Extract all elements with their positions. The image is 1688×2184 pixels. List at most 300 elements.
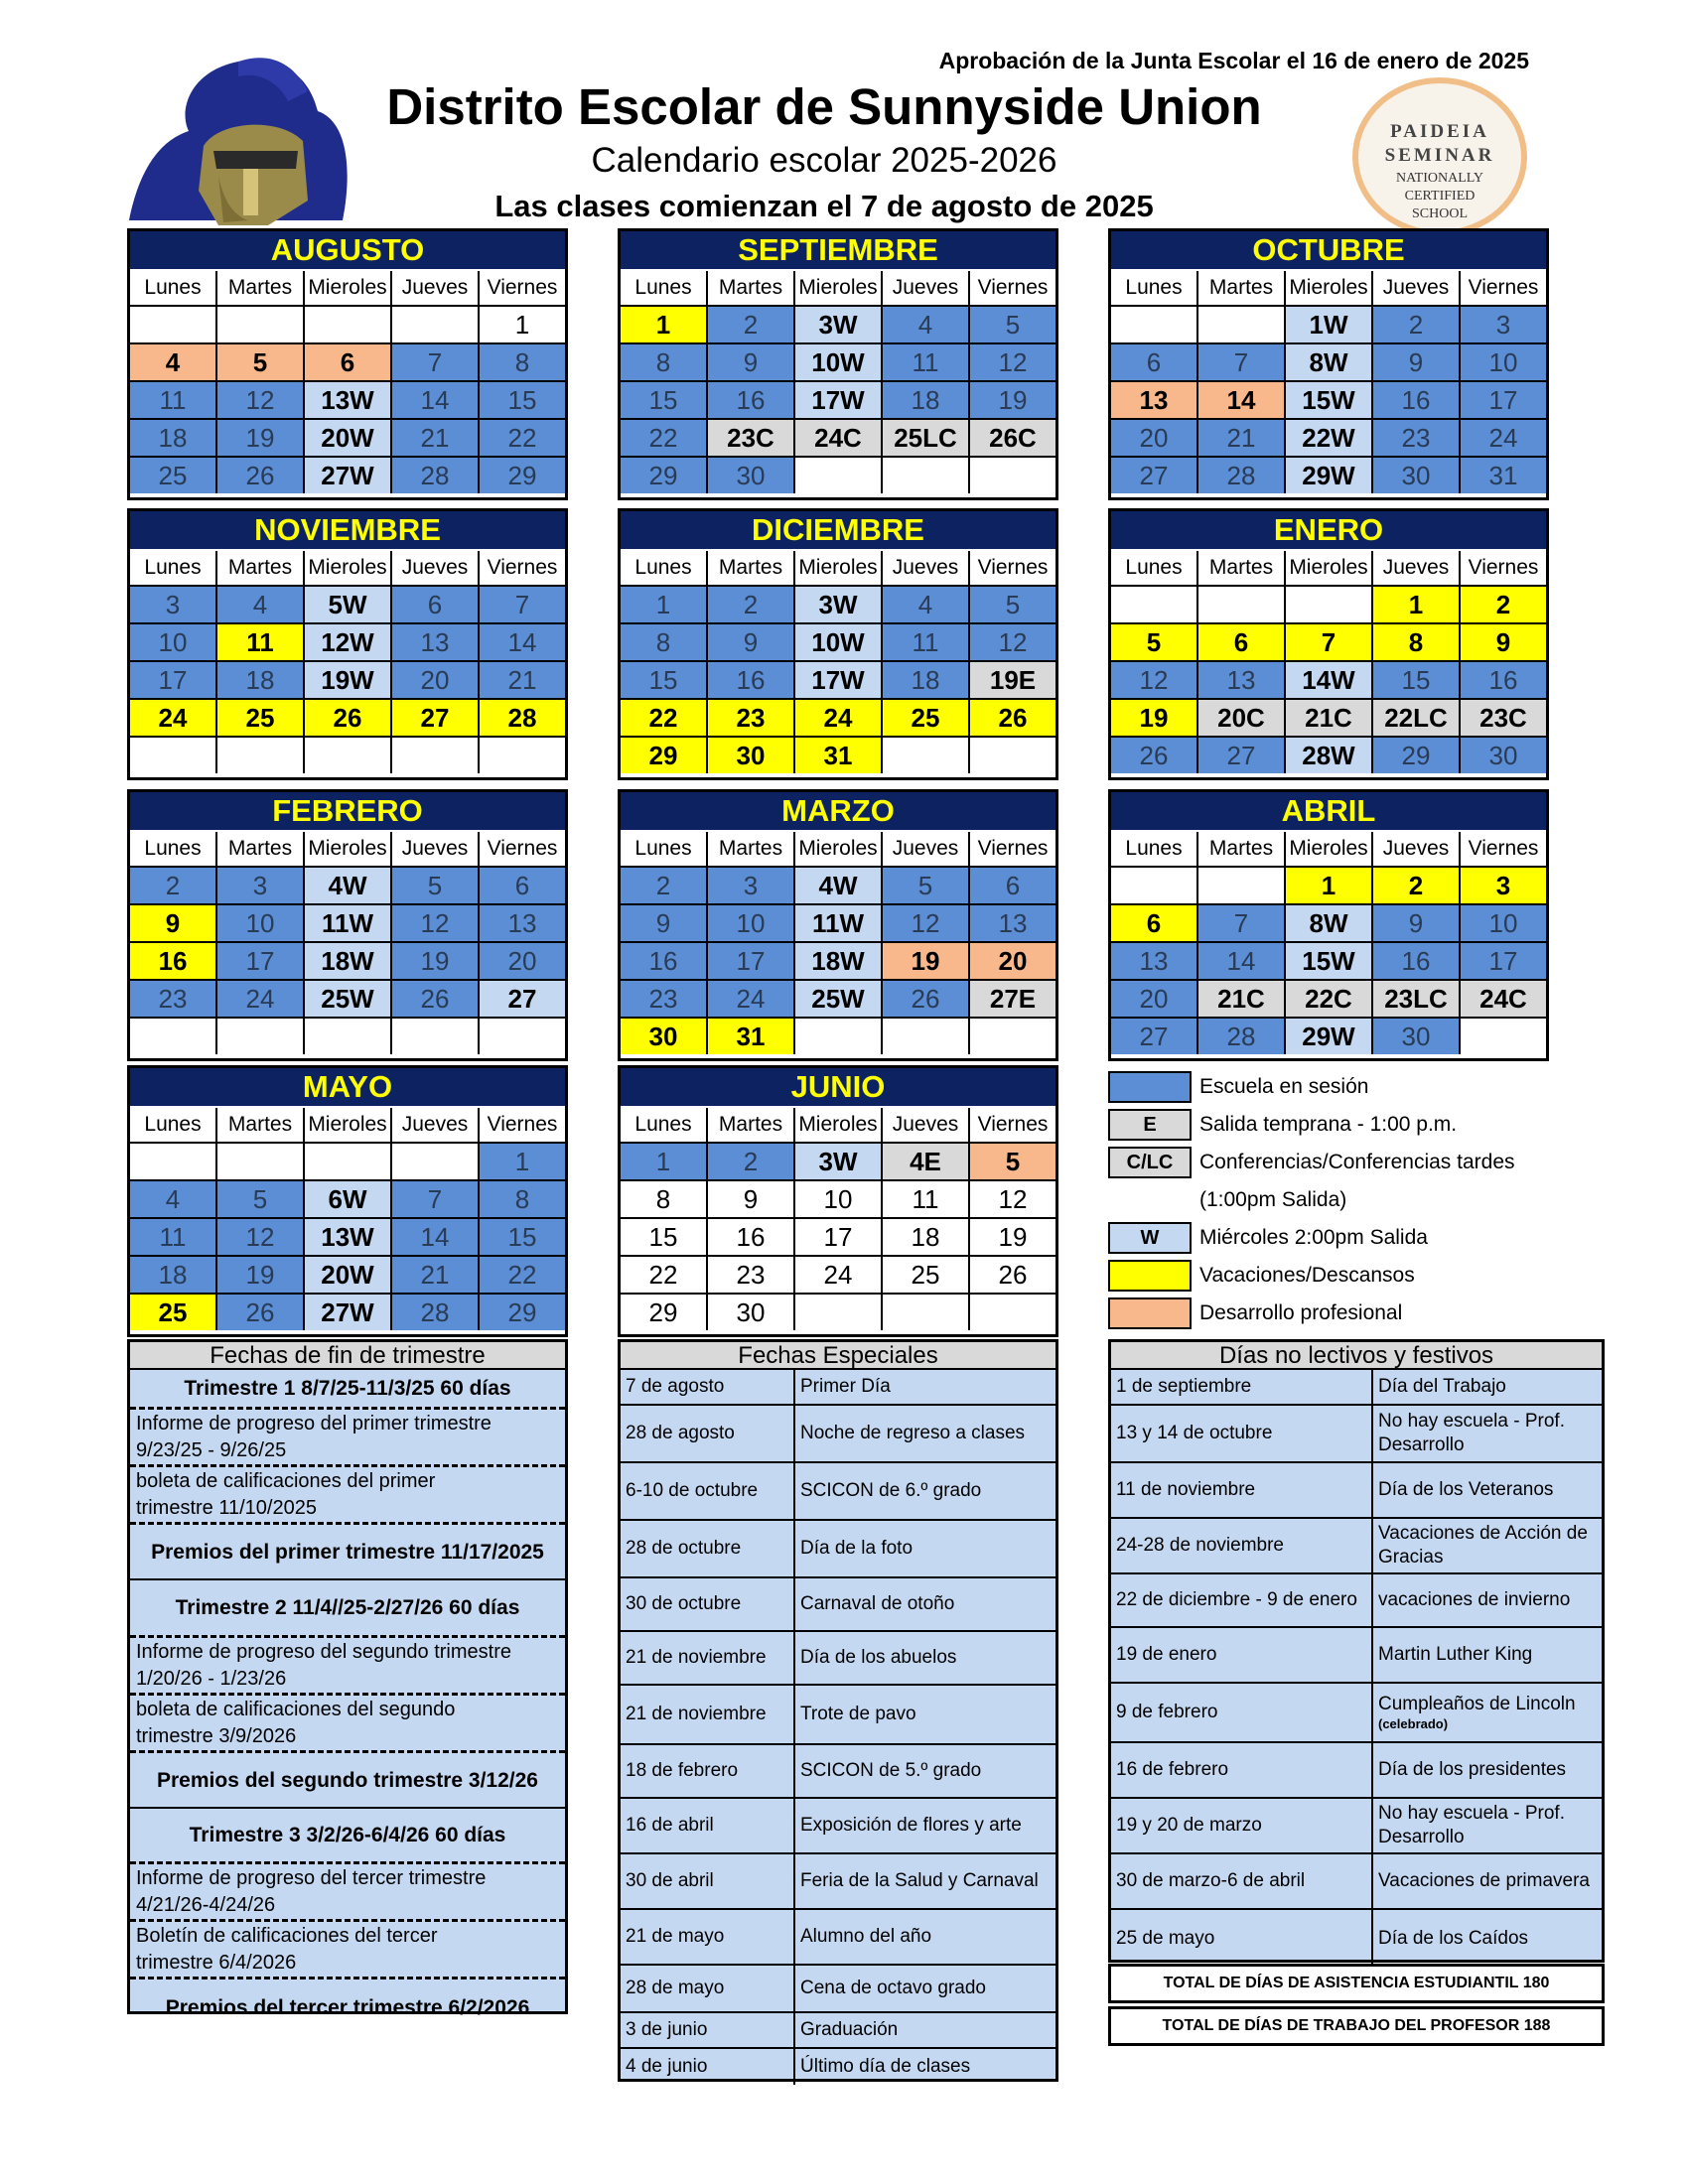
day-cell: 7 bbox=[392, 1179, 480, 1217]
legend-label: (1:00pm Salida) bbox=[1199, 1188, 1347, 1211]
holiday-row bbox=[1111, 1406, 1602, 1463]
day-cell: 9 bbox=[1373, 342, 1461, 380]
empty-day-cell bbox=[883, 736, 970, 773]
day-cell: 3 bbox=[1461, 305, 1546, 342]
special-date-row bbox=[621, 1463, 1055, 1521]
day-cell: 13 bbox=[1111, 941, 1198, 979]
day-cell: 2 bbox=[708, 585, 795, 622]
legend-swatch bbox=[1108, 1071, 1192, 1103]
day-cell: 27E bbox=[970, 979, 1055, 1017]
day-cell: 20 bbox=[970, 941, 1055, 979]
day-cell: 6 bbox=[392, 585, 480, 622]
day-cell: 5 bbox=[970, 585, 1055, 622]
day-cell: 9 bbox=[130, 903, 217, 941]
trimester-text: Informe de progreso del tercer trimestre 4/21/26-4/24/26 bbox=[136, 1866, 487, 1916]
empty-day-cell bbox=[305, 736, 392, 773]
day-cell: 26 bbox=[1111, 736, 1198, 773]
month-abril bbox=[1108, 789, 1549, 1061]
day-cell: 8 bbox=[1373, 622, 1461, 660]
day-cell: 18W bbox=[305, 941, 392, 979]
legend-swatch: E bbox=[1108, 1109, 1192, 1141]
holiday-name bbox=[1373, 1910, 1602, 1968]
day-cell: 28 bbox=[1198, 1017, 1286, 1054]
trimester-row bbox=[130, 1580, 565, 1638]
day-cell: 15 bbox=[621, 380, 708, 418]
holiday-name-text: Cumpleaños de Lincoln bbox=[1378, 1694, 1576, 1714]
day-cell: 21C bbox=[1198, 979, 1286, 1017]
empty-day-cell bbox=[970, 1293, 1055, 1330]
day-cell: 2 bbox=[1373, 305, 1461, 342]
special-date-row bbox=[621, 1854, 1055, 1910]
holiday-name bbox=[1373, 1743, 1602, 1797]
weekday-header: Jueves bbox=[1373, 551, 1461, 585]
holiday-name-text: Día de los Veteranos bbox=[1378, 1479, 1554, 1500]
special-date: 21 de mayo bbox=[621, 1910, 795, 1964]
day-cell: 25 bbox=[883, 1255, 970, 1293]
day-cell: 19 bbox=[970, 1217, 1055, 1255]
special-event: Carnaval de otoño bbox=[800, 1593, 955, 1614]
legend-label: Desarrollo profesional bbox=[1199, 1301, 1403, 1324]
day-cell: 15 bbox=[621, 1217, 708, 1255]
special-event: Graduación bbox=[800, 2019, 899, 2040]
special-date-row bbox=[621, 1910, 1055, 1966]
day-cell: 25W bbox=[305, 979, 392, 1017]
spartan-mascot-logo bbox=[119, 52, 357, 230]
empty-day-cell bbox=[392, 736, 480, 773]
empty-day-cell bbox=[480, 1017, 565, 1054]
empty-day-cell bbox=[1461, 1017, 1546, 1054]
month-junio bbox=[618, 1065, 1058, 1337]
day-cell: 23 bbox=[708, 1255, 795, 1293]
holiday-name-text: Día del Trabajo bbox=[1378, 1376, 1506, 1397]
day-cell: 20W bbox=[305, 418, 392, 456]
day-cell: 11 bbox=[217, 622, 305, 660]
empty-day-cell bbox=[305, 305, 392, 342]
empty-day-cell bbox=[1111, 866, 1198, 903]
weekday-header: Viernes bbox=[1461, 551, 1546, 585]
day-cell: 4E bbox=[883, 1142, 970, 1179]
day-cell: 25W bbox=[795, 979, 883, 1017]
trimester-row bbox=[130, 1410, 565, 1467]
trimester-row bbox=[130, 1922, 565, 1979]
day-cell: 9 bbox=[1461, 622, 1546, 660]
day-cell: 12W bbox=[305, 622, 392, 660]
day-cell: 22 bbox=[621, 1255, 708, 1293]
holiday-row bbox=[1111, 1519, 1602, 1574]
trimester-dates-panel bbox=[127, 1339, 568, 2019]
day-cell: 16 bbox=[130, 941, 217, 979]
day-cell: 6 bbox=[305, 342, 392, 380]
day-cell: 2 bbox=[1461, 585, 1546, 622]
day-cell: 21 bbox=[480, 660, 565, 698]
month-noviembre bbox=[127, 508, 568, 780]
day-cell: 10 bbox=[217, 903, 305, 941]
day-cell: 20W bbox=[305, 1255, 392, 1293]
special-date-row bbox=[621, 1632, 1055, 1686]
day-cell: 25 bbox=[130, 456, 217, 493]
day-cell: 19 bbox=[970, 380, 1055, 418]
day-cell: 27 bbox=[1111, 1017, 1198, 1054]
day-cell: 16 bbox=[1373, 941, 1461, 979]
legend-label: Miércoles 2:00pm Salida bbox=[1199, 1226, 1428, 1249]
month-febrero bbox=[127, 789, 568, 1061]
day-cell: 19E bbox=[970, 660, 1055, 698]
day-cell: 25 bbox=[217, 698, 305, 736]
seal-line: NATIONALLY bbox=[1395, 171, 1484, 186]
day-cell: 30 bbox=[621, 1017, 708, 1054]
day-cell: 13 bbox=[970, 903, 1055, 941]
weekday-header: Jueves bbox=[883, 832, 970, 866]
empty-day-cell bbox=[1111, 585, 1198, 622]
holiday-row bbox=[1111, 1628, 1602, 1684]
classes-start-note: Las clases comienzan el 7 de agosto de 2025 bbox=[494, 189, 1154, 223]
day-cell: 29 bbox=[621, 1293, 708, 1330]
legend-label: Salida temprana - 1:00 p.m. bbox=[1199, 1113, 1458, 1136]
weekday-header: Mieroles bbox=[795, 271, 883, 305]
special-event: Exposición de flores y arte bbox=[800, 1815, 1022, 1836]
weekday-header: Mieroles bbox=[795, 832, 883, 866]
empty-day-cell bbox=[1198, 585, 1286, 622]
weekday-header: Martes bbox=[1198, 551, 1286, 585]
day-cell: 26 bbox=[970, 698, 1055, 736]
holiday-name bbox=[1373, 1684, 1602, 1741]
day-cell: 30 bbox=[1373, 456, 1461, 493]
weekday-header: Viernes bbox=[970, 551, 1055, 585]
weekday-header: Mieroles bbox=[1286, 832, 1373, 866]
weekday-header: Mieroles bbox=[305, 551, 392, 585]
day-cell: 28W bbox=[1286, 736, 1373, 773]
holiday-name bbox=[1373, 1574, 1602, 1626]
weekday-header: Mieroles bbox=[305, 832, 392, 866]
weekday-header: Lunes bbox=[621, 551, 708, 585]
special-date-row bbox=[621, 1370, 1055, 1406]
day-cell: 15 bbox=[1373, 660, 1461, 698]
day-cell: 5 bbox=[217, 342, 305, 380]
special-event: Primer Día bbox=[800, 1376, 891, 1397]
day-cell: 26 bbox=[970, 1255, 1055, 1293]
day-cell: 1 bbox=[1286, 866, 1373, 903]
weekday-header: Viernes bbox=[480, 832, 565, 866]
empty-day-cell bbox=[217, 736, 305, 773]
day-cell: 27 bbox=[1111, 456, 1198, 493]
trimester-row bbox=[130, 1864, 565, 1922]
legend-swatch: W bbox=[1108, 1222, 1192, 1254]
day-cell: 30 bbox=[708, 736, 795, 773]
day-cell: 23LC bbox=[1373, 979, 1461, 1017]
day-cell: 23 bbox=[708, 698, 795, 736]
weekday-header: Jueves bbox=[883, 271, 970, 305]
month-augusto bbox=[127, 228, 568, 500]
weekday-header: Mieroles bbox=[795, 551, 883, 585]
day-cell: 13 bbox=[1111, 380, 1198, 418]
day-cell: 3W bbox=[795, 305, 883, 342]
day-cell: 12 bbox=[970, 342, 1055, 380]
empty-day-cell bbox=[480, 736, 565, 773]
day-cell: 4 bbox=[130, 1179, 217, 1217]
weekday-header: Mieroles bbox=[1286, 271, 1373, 305]
day-cell: 1 bbox=[480, 1142, 565, 1179]
weekday-header: Lunes bbox=[1111, 551, 1198, 585]
weekday-header: Martes bbox=[708, 271, 795, 305]
day-cell: 11 bbox=[883, 1179, 970, 1217]
month-octubre bbox=[1108, 228, 1549, 500]
day-cell: 26 bbox=[883, 979, 970, 1017]
day-cell: 23 bbox=[130, 979, 217, 1017]
special-date: 30 de octubre bbox=[621, 1578, 795, 1630]
special-date-row bbox=[621, 1406, 1055, 1463]
day-cell: 11 bbox=[883, 342, 970, 380]
day-cell: 16 bbox=[621, 941, 708, 979]
day-cell: 23C bbox=[708, 418, 795, 456]
day-cell: 2 bbox=[621, 866, 708, 903]
day-cell: 12 bbox=[970, 1179, 1055, 1217]
special-date: 4 de junio bbox=[621, 2049, 795, 2085]
legend-label: Conferencias/Conferencias tardes bbox=[1199, 1151, 1515, 1173]
day-cell: 8 bbox=[621, 342, 708, 380]
day-cell: 3 bbox=[217, 866, 305, 903]
holiday-row bbox=[1111, 1854, 1602, 1910]
day-cell: 29 bbox=[480, 1293, 565, 1330]
holiday-date: 22 de diciembre - 9 de enero bbox=[1111, 1574, 1373, 1626]
day-cell: 13 bbox=[1198, 660, 1286, 698]
special-event: Trote de pavo bbox=[800, 1704, 916, 1724]
day-cell: 14 bbox=[1198, 380, 1286, 418]
day-cell: 28 bbox=[392, 456, 480, 493]
weekday-header: Lunes bbox=[1111, 832, 1198, 866]
day-cell: 30 bbox=[708, 1293, 795, 1330]
day-cell: 3 bbox=[1461, 866, 1546, 903]
weekday-header: Viernes bbox=[480, 1108, 565, 1142]
trimester-text: Premios del tercer trimestre 6/2/2026 bbox=[165, 1995, 530, 2019]
trimester-row bbox=[130, 1370, 565, 1410]
day-cell: 15 bbox=[621, 660, 708, 698]
holiday-row bbox=[1111, 1574, 1602, 1628]
special-event: Alumno del año bbox=[800, 1926, 932, 1947]
day-cell: 2 bbox=[1373, 866, 1461, 903]
trimester-row bbox=[130, 1467, 565, 1525]
day-cell: 13 bbox=[392, 622, 480, 660]
day-cell: 7 bbox=[1198, 342, 1286, 380]
trimester-text: boleta de calificaciones del primer trimestre 11/10/2025 bbox=[136, 1469, 436, 1519]
trimester-row bbox=[130, 1525, 565, 1580]
day-cell: 12 bbox=[1111, 660, 1198, 698]
special-date-row bbox=[621, 1521, 1055, 1578]
empty-day-cell bbox=[1198, 305, 1286, 342]
trimester-text: Trimestre 3 3/2/26-6/4/26 60 días bbox=[189, 1824, 506, 1846]
day-cell: 12 bbox=[970, 622, 1055, 660]
day-cell: 1W bbox=[1286, 305, 1373, 342]
holiday-name bbox=[1373, 1519, 1602, 1572]
weekday-header: Lunes bbox=[130, 1108, 217, 1142]
day-cell: 6 bbox=[1111, 342, 1198, 380]
day-cell: 22 bbox=[480, 1255, 565, 1293]
holiday-date: 25 de mayo bbox=[1111, 1910, 1373, 1968]
day-cell: 23 bbox=[1373, 418, 1461, 456]
day-cell: 22 bbox=[621, 698, 708, 736]
day-cell: 28 bbox=[392, 1293, 480, 1330]
special-date: 21 de noviembre bbox=[621, 1686, 795, 1743]
day-cell: 25 bbox=[130, 1293, 217, 1330]
day-cell: 18 bbox=[883, 1217, 970, 1255]
day-cell: 19 bbox=[1111, 698, 1198, 736]
day-cell: 2 bbox=[708, 1142, 795, 1179]
day-cell: 19W bbox=[305, 660, 392, 698]
day-cell: 20 bbox=[392, 660, 480, 698]
day-cell: 17 bbox=[1461, 380, 1546, 418]
day-cell: 11 bbox=[130, 1217, 217, 1255]
day-cell: 20C bbox=[1198, 698, 1286, 736]
empty-day-cell bbox=[970, 1017, 1055, 1054]
weekday-header: Martes bbox=[217, 551, 305, 585]
day-cell: 18 bbox=[130, 418, 217, 456]
day-cell: 29W bbox=[1286, 456, 1373, 493]
month-enero bbox=[1108, 508, 1549, 780]
legend-swatch: C/LC bbox=[1108, 1147, 1192, 1178]
day-cell: 11 bbox=[883, 622, 970, 660]
day-cell: 8W bbox=[1286, 903, 1373, 941]
month-name: AUGUSTO bbox=[130, 231, 565, 269]
day-cell: 4 bbox=[217, 585, 305, 622]
empty-day-cell bbox=[883, 1017, 970, 1054]
special-date-row bbox=[621, 2013, 1055, 2049]
day-cell: 4 bbox=[883, 585, 970, 622]
day-cell: 29 bbox=[1373, 736, 1461, 773]
day-cell: 5W bbox=[305, 585, 392, 622]
day-cell: 29 bbox=[480, 456, 565, 493]
calendar-subtitle: Calendario escolar 2025-2026 bbox=[591, 141, 1057, 180]
holiday-note: (celebrado) bbox=[1378, 1716, 1449, 1731]
special-event: Noche de regreso a clases bbox=[800, 1423, 1026, 1443]
board-approval-note: Aprobación de la Junta Escolar el 16 de enero de 2025 bbox=[938, 48, 1529, 73]
day-cell: 9 bbox=[708, 1179, 795, 1217]
day-cell: 6W bbox=[305, 1179, 392, 1217]
weekday-header: Viernes bbox=[970, 271, 1055, 305]
trimester-text: Trimestre 1 8/7/25-11/3/25 60 días bbox=[184, 1377, 511, 1400]
month-diciembre bbox=[618, 508, 1058, 780]
holiday-row bbox=[1111, 1743, 1602, 1799]
day-cell: 30 bbox=[708, 456, 795, 493]
day-cell: 30 bbox=[1461, 736, 1546, 773]
day-cell: 19 bbox=[883, 941, 970, 979]
seal-line: PAIDEIA bbox=[1390, 121, 1489, 142]
day-cell: 23 bbox=[621, 979, 708, 1017]
holiday-date: 11 de noviembre bbox=[1111, 1463, 1373, 1517]
holidays-panel bbox=[1108, 1339, 1605, 1963]
weekday-header: Martes bbox=[1198, 271, 1286, 305]
weekday-header: Viernes bbox=[970, 832, 1055, 866]
special-event: SCICON de 5.º grado bbox=[800, 1760, 982, 1781]
day-cell: 26 bbox=[217, 456, 305, 493]
holiday-name-text: vacaciones de invierno bbox=[1378, 1589, 1571, 1610]
trimester-row bbox=[130, 1979, 565, 2035]
trimester-text: Informe de progreso del primer trimestre 9/23/25 - 9/26/25 bbox=[136, 1412, 492, 1461]
empty-day-cell bbox=[795, 1293, 883, 1330]
special-event: Último día de clases bbox=[800, 2056, 971, 2077]
day-cell: 24 bbox=[130, 698, 217, 736]
day-cell: 4 bbox=[883, 305, 970, 342]
day-cell: 10W bbox=[795, 342, 883, 380]
holiday-name-text: Vacaciones de primavera bbox=[1378, 1870, 1590, 1891]
day-cell: 19 bbox=[217, 1255, 305, 1293]
day-cell: 22C bbox=[1286, 979, 1373, 1017]
weekday-header: Lunes bbox=[621, 1108, 708, 1142]
weekday-header: Viernes bbox=[480, 271, 565, 305]
day-cell: 17 bbox=[217, 941, 305, 979]
day-cell: 11W bbox=[305, 903, 392, 941]
day-cell: 4W bbox=[305, 866, 392, 903]
weekday-header: Viernes bbox=[970, 1108, 1055, 1142]
day-cell: 18W bbox=[795, 941, 883, 979]
day-cell: 6 bbox=[1111, 903, 1198, 941]
special-date-row bbox=[621, 1578, 1055, 1632]
day-cell: 17 bbox=[708, 941, 795, 979]
day-cell: 10 bbox=[1461, 903, 1546, 941]
day-cell: 30 bbox=[1373, 1017, 1461, 1054]
special-date: 18 de febrero bbox=[621, 1745, 795, 1797]
holiday-date: 1 de septiembre bbox=[1111, 1370, 1373, 1404]
day-cell: 6 bbox=[480, 866, 565, 903]
day-cell: 27W bbox=[305, 456, 392, 493]
holiday-name-text: Vacaciones de Acción de Gracias bbox=[1378, 1523, 1588, 1568]
special-date: 7 de agosto bbox=[621, 1370, 795, 1404]
empty-day-cell bbox=[305, 1017, 392, 1054]
empty-day-cell bbox=[795, 1017, 883, 1054]
day-cell: 15 bbox=[480, 1217, 565, 1255]
day-cell: 17 bbox=[130, 660, 217, 698]
special-date: 30 de abril bbox=[621, 1854, 795, 1908]
empty-day-cell bbox=[883, 1293, 970, 1330]
day-cell: 1 bbox=[480, 305, 565, 342]
month-name: OCTUBRE bbox=[1111, 231, 1546, 269]
day-cell: 22LC bbox=[1373, 698, 1461, 736]
weekday-header: Lunes bbox=[130, 551, 217, 585]
trimester-row bbox=[130, 1753, 565, 1809]
day-cell: 11W bbox=[795, 903, 883, 941]
day-cell: 23C bbox=[1461, 698, 1546, 736]
weekday-header: Martes bbox=[708, 832, 795, 866]
special-event: Día de los abuelos bbox=[800, 1647, 957, 1668]
holiday-name-text: Martin Luther King bbox=[1378, 1644, 1533, 1665]
day-cell: 27W bbox=[305, 1293, 392, 1330]
month-name: MAYO bbox=[130, 1068, 565, 1106]
day-cell: 20 bbox=[480, 941, 565, 979]
weekday-header: Viernes bbox=[480, 551, 565, 585]
holiday-date: 24-28 de noviembre bbox=[1111, 1519, 1373, 1572]
empty-day-cell bbox=[970, 456, 1055, 493]
day-cell: 21C bbox=[1286, 698, 1373, 736]
day-cell: 17 bbox=[795, 1217, 883, 1255]
trimester-text: Boletín de calificaciones del tercer trimestre 6/4/2026 bbox=[136, 1924, 438, 1974]
day-cell: 5 bbox=[970, 305, 1055, 342]
empty-day-cell bbox=[217, 1142, 305, 1179]
empty-day-cell bbox=[130, 1017, 217, 1054]
empty-day-cell bbox=[392, 1142, 480, 1179]
day-cell: 7 bbox=[1286, 622, 1373, 660]
special-date: 16 de abril bbox=[621, 1799, 795, 1852]
holiday-date: 13 y 14 de octubre bbox=[1111, 1406, 1373, 1461]
weekday-header: Martes bbox=[708, 1108, 795, 1142]
day-cell: 15W bbox=[1286, 941, 1373, 979]
trimester-text: Informe de progreso del segundo trimestre 1/20/26 - 1/23/26 bbox=[136, 1640, 511, 1690]
holiday-date: 9 de febrero bbox=[1111, 1684, 1373, 1741]
holiday-row bbox=[1111, 1910, 1602, 1968]
holiday-name bbox=[1373, 1370, 1602, 1404]
day-cell: 20 bbox=[1111, 979, 1198, 1017]
day-cell: 9 bbox=[708, 342, 795, 380]
month-septiembre bbox=[618, 228, 1058, 500]
day-cell: 17 bbox=[1461, 941, 1546, 979]
day-cell: 8 bbox=[480, 1179, 565, 1217]
